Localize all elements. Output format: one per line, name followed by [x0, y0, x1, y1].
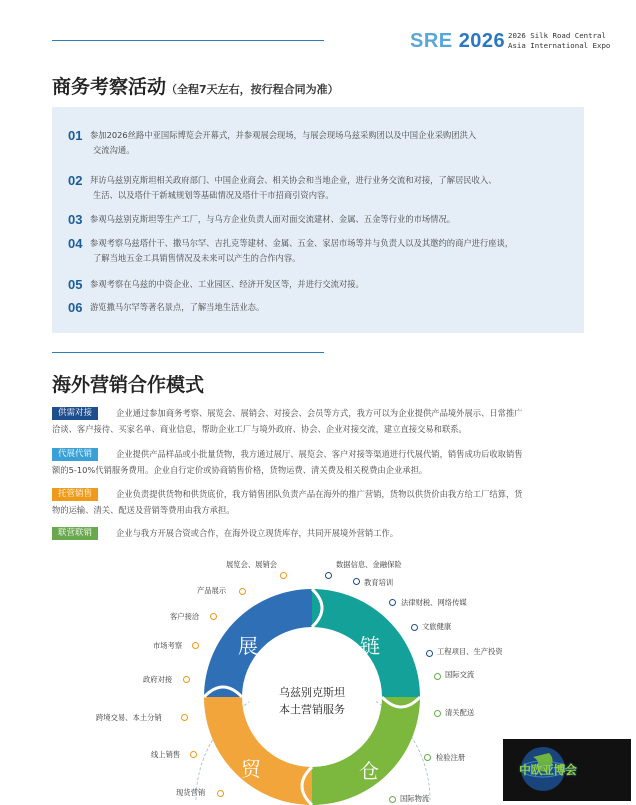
orange-dot [181, 714, 188, 721]
blue-dot [389, 599, 396, 606]
label-r3: 法律财税、网络传媒 [401, 598, 467, 607]
mode-line2: 物的运输、清关、配送及营销等费用由我方承担。 [52, 505, 235, 515]
green-dot [434, 710, 441, 717]
orange-dot [239, 588, 246, 595]
orange-dot [210, 613, 217, 620]
mode-line1: 企业负责提供货物和供货底价，我方销售团队负责产品在海外的推广营销，货物以供货价由我方给工厂结算，货 [116, 489, 523, 499]
green-dot [389, 796, 396, 803]
item-number: 04 [68, 236, 83, 251]
item-text: 参观乌兹别克斯坦等生产工厂，与乌方企业负责人面对面交流建材、金属、五金等行业的市场情况。 [90, 214, 456, 224]
mode-line1: 企业与我方开展合资或合作，在海外设立现货库存，共同开展境外营销工作。 [116, 528, 399, 538]
logo-sre: SRE [410, 30, 453, 52]
blue-dot [353, 578, 360, 585]
item-text: 参观考察在乌兹的中资企业、工业园区、经济开发区等，并进行交流对接。 [90, 279, 364, 289]
watermark-logo [503, 739, 631, 801]
mode-tag: 联营联销 [52, 527, 98, 540]
label-l6: 跨境交易、本土分销 [96, 713, 162, 722]
label-l8: 现货营销 [176, 788, 206, 797]
mode-tag: 供需对接 [52, 407, 98, 420]
label-r5: 工程项目、生产投资 [437, 647, 503, 656]
watermark-text: 中欧亚博会 [519, 763, 577, 777]
item-text: 拜访乌兹别克斯坦相关政府部门、中国企业商会、相关协会和当地企业，进行业务交流和对接，了解居民收入、 生活、以及塔什干新城规划等基础情况及塔什干市招商引资内容。 [90, 175, 497, 200]
item-text: 游览撒马尔罕等著名景点，了解当地生活业态。 [90, 302, 265, 312]
label-l7: 线上销售 [151, 750, 181, 759]
label-l5: 政府对接 [143, 675, 173, 684]
label-r1: 数据信息、金融保险 [336, 560, 402, 569]
label-r4: 文旅健康 [422, 622, 452, 631]
label-r6: 国际交流 [445, 670, 475, 679]
segment-label-mao: 贸 [241, 757, 261, 781]
green-dot [424, 754, 431, 761]
orange-dot [217, 790, 224, 797]
logo-year: 2026 [458, 30, 506, 52]
orange-dot [192, 642, 199, 649]
mode-line2: 洽谈、客户接待、买家名单、商业信息，帮助企业工厂与境外政府、协会、企业对接交流，建立直接交易和联系。 [52, 424, 467, 434]
logo-sub-line2: Asia International Expo [508, 41, 611, 50]
item-number: 05 [68, 277, 83, 292]
segment-label-cang: 仓 [359, 759, 379, 783]
label-l2: 产品展示 [197, 586, 227, 595]
orange-dot [183, 676, 190, 683]
item-number: 01 [68, 128, 83, 143]
section2-title: 海外营销合作模式 [52, 374, 205, 396]
label-l3: 客户接洽 [170, 612, 200, 621]
item-number: 02 [68, 173, 83, 188]
orange-dot [190, 751, 197, 758]
segment-label-zhan: 展 [238, 634, 258, 658]
mode-tag: 代展代销 [52, 448, 98, 461]
blue-dot [411, 624, 418, 631]
item-number: 03 [68, 212, 83, 227]
orange-dot [280, 572, 287, 579]
diagram-center-text: 乌兹别克斯坦 本土营销服务 [279, 686, 345, 716]
label-l4: 市场考察 [153, 641, 183, 650]
mode-tag: 托管销售 [52, 488, 98, 501]
label-l1: 展览会、展销会 [226, 560, 278, 569]
mode-line1: 企业提供产品样品或小批量货物，我方通过展厅、展览会、客户对接等渠道进行代展代销，销售成功后收取销售 [116, 449, 523, 459]
green-dot [434, 673, 441, 680]
label-r7: 清关配送 [445, 708, 475, 717]
section1-title-text: 商务考察活动 [52, 76, 167, 98]
label-r9: 国际物流 [400, 794, 430, 803]
mode-line2: 额的5-10%代销服务费用。企业自行定价或协商销售价格，货物运费、清关费及相关税费由企业承担。 [52, 465, 428, 475]
label-r2: 教育培训 [364, 578, 394, 587]
blue-dot [325, 572, 332, 579]
logo-sub-line1: 2026 Silk Road Central [508, 31, 606, 40]
item-text: 参加2026丝路中亚国际博览会开幕式，并参观展会现场，与展会现场乌兹采购团以及中国企业采购团洪入 交流沟通。 [90, 130, 477, 155]
blue-dot [426, 650, 433, 657]
item-text: 参观考察乌兹塔什干、撒马尔罕、吉扎克等建材、金属、五金、家居市场等并与负责人以及其邀约的商户进行座谈， 了解当地五金工具销售情况及未来可以产生的合作内容。 [90, 238, 514, 263]
segment-label-lian: 链 [360, 634, 380, 658]
label-r8: 检验注册 [436, 753, 466, 762]
section1-note: （全程7天左右，按行程合同为准） [166, 83, 339, 96]
mode-line1: 企业通过参加商务考察、展览会、展销会、对接会、会员等方式，我方可以为企业提供产品境外展示、日常推广 [116, 408, 523, 418]
item-number: 06 [68, 300, 83, 315]
